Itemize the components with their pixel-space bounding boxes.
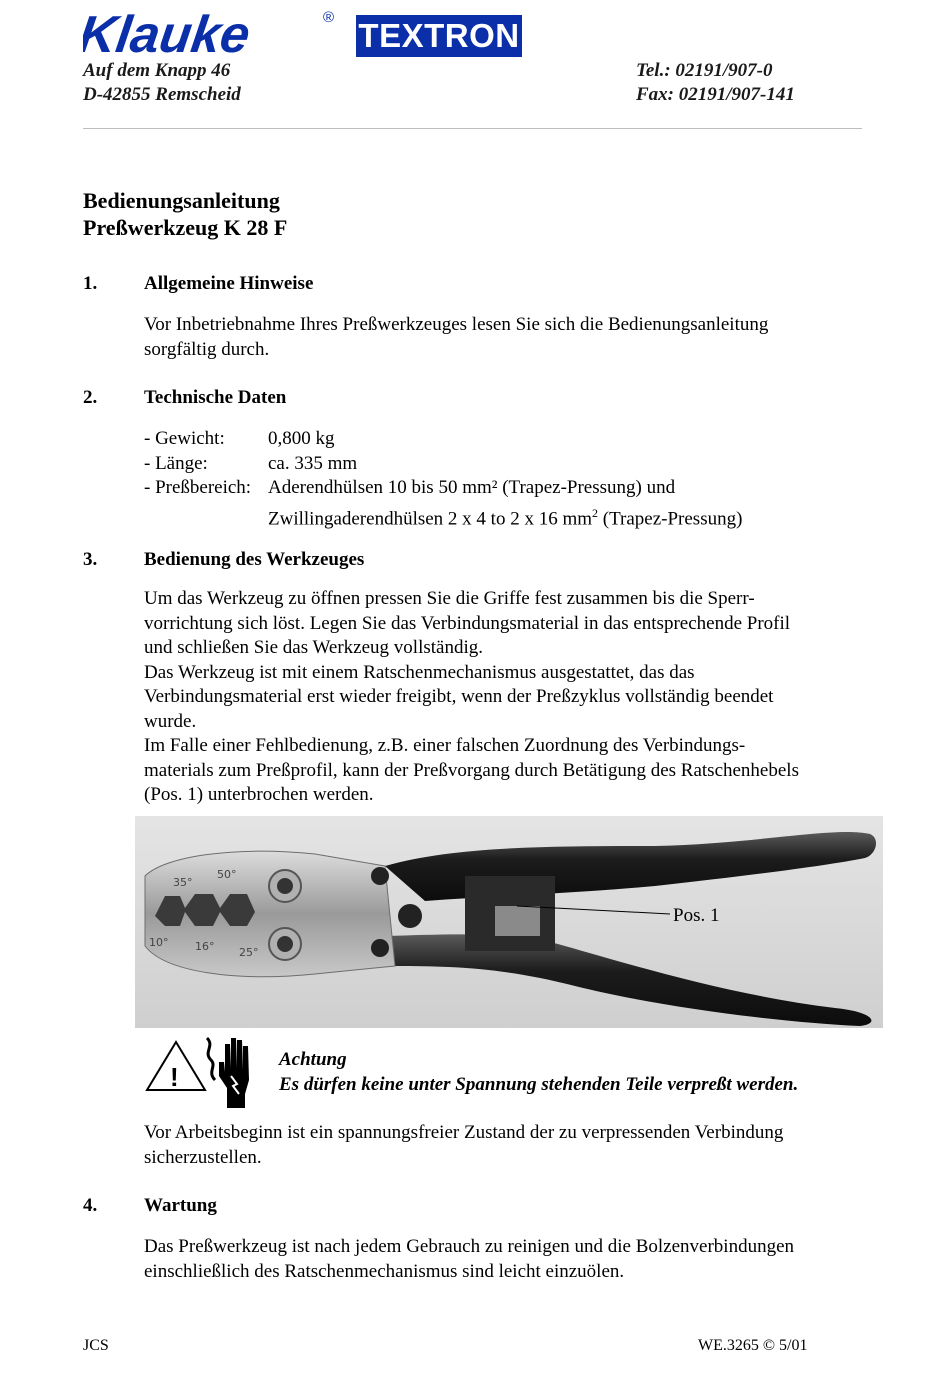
spec-value: Aderendhülsen 10 bis 50 mm² (Trapez-Pressung) und	[268, 477, 676, 498]
product-title: Preßwerkzeug K 28 F	[83, 215, 288, 240]
spec-row-weight	[144, 427, 742, 452]
spec-label: - Preßbereich:	[144, 477, 252, 498]
document-title: Bedienungsanleitung	[83, 188, 280, 213]
address-line-1: Auf dem Knapp 46	[83, 60, 231, 81]
warning-icons	[145, 1032, 255, 1110]
die-label: 16°	[195, 940, 215, 953]
footer-right: WE.3265 © 5/01	[698, 1337, 808, 1354]
section-1-heading: Allgemeine Hinweise	[144, 273, 314, 294]
footer-left: JCS	[83, 1337, 109, 1354]
section-1-text	[144, 313, 768, 362]
section-3-line: Um das Werkzeug zu öffnen pressen Sie die Griffe fest zusammen bis die Sperr-	[144, 588, 755, 609]
spec-row-range-continued	[144, 501, 742, 532]
section-3-line: vorrichtung sich löst. Legen Sie das Verbindungsmaterial in das entsprechende Profil	[144, 612, 791, 634]
section-4-line-2: einschließlich des Ratschenmechanismus sind leicht einzuölen.	[144, 1260, 625, 1282]
section-1-line-1: Vor Inbetriebnahme Ihres Preßwerkzeuges lesen Sie sich die Bedienungsanleitung	[144, 314, 769, 335]
spec-row-range	[144, 476, 742, 501]
section-4-text	[144, 1235, 794, 1284]
spec-row-length	[144, 452, 742, 477]
section-4-line-1: Das Preßwerkzeug ist nach jedem Gebrauch zu reinigen und die Bolzenverbindungen	[144, 1236, 794, 1257]
warning-text	[279, 1048, 798, 1097]
address-line-2: D-42855 Remscheid	[83, 84, 241, 105]
section-2-heading: Technische Daten	[144, 387, 287, 408]
section-3-line: Das Werkzeug ist mit einem Ratschenmechanismus ausgestattet, das das	[144, 661, 695, 683]
header-divider	[83, 128, 862, 129]
pos-1-callout: Pos. 1	[673, 905, 720, 926]
section-3-after-text	[144, 1121, 783, 1170]
die-label: 35°	[173, 876, 193, 889]
section-3-after-line-1: Vor Arbeitsbeginn ist ein spannungsfreier Zustand der zu verpressenden Verbindung	[144, 1122, 784, 1143]
textron-logo	[356, 15, 522, 57]
spec-label: - Gewicht:	[144, 428, 225, 449]
section-3-line: materials zum Preßprofil, kann der Preßvorgang durch Betätigung des Ratschenhebels	[144, 759, 799, 781]
warning-title: Achtung	[279, 1049, 347, 1070]
section-3-heading: Bedienung des Werkzeuges	[144, 549, 365, 570]
electric-hand-icon	[207, 1038, 249, 1108]
section-2-number: 2.	[83, 387, 98, 408]
registered-mark: ®	[323, 9, 335, 26]
section-1-line-2: sorgfältig durch.	[144, 338, 270, 360]
section-3-line: Verbindungsmaterial erst wieder freigibt, wenn der Preßzyklus vollständig beendet	[144, 686, 774, 707]
section-1-number: 1.	[83, 273, 98, 294]
textron-text: TEXTRON	[358, 17, 520, 54]
section-3-after-line-2: sicherzustellen.	[144, 1146, 262, 1168]
warning-triangle-icon	[147, 1042, 205, 1092]
section-4-heading: Wartung	[144, 1195, 217, 1216]
section-3-line: und schließen Sie das Werkzeug vollständig.	[144, 637, 483, 658]
die-label: 50°	[217, 868, 237, 881]
section-3-text	[144, 587, 799, 808]
die-label: 25°	[239, 946, 259, 959]
svg-text:!: !	[170, 1062, 179, 1092]
klauke-logo	[83, 6, 338, 58]
spec-label: - Länge:	[144, 452, 208, 474]
section-3-line: Im Falle einer Fehlbedienung, z.B. einer falschen Zuordnung des Verbindungs-	[144, 735, 746, 756]
section-3-number: 3.	[83, 549, 98, 570]
spec-list	[144, 427, 742, 531]
crimping-tool-photo	[135, 816, 883, 1028]
section-3-line: (Pos. 1) unterbrochen werden.	[144, 784, 374, 805]
fax: Fax: 02191/907-141	[636, 84, 795, 105]
telephone: Tel.: 02191/907-0	[636, 60, 773, 81]
die-label: 10°	[149, 936, 169, 949]
spec-value-continued: Zwillingaderendhülsen 2 x 4 to 2 x 16 $mm^2$ (Trapez-Pressung)	[268, 505, 743, 529]
spec-value: ca. 335 mm	[268, 452, 358, 474]
spec-value: 0,800 kg	[268, 428, 335, 449]
section-4-number: 4.	[83, 1195, 98, 1216]
warning-message: Es dürfen keine unter Spannung stehenden Teile verpreßt werden.	[279, 1073, 799, 1095]
section-3-line: wurde.	[144, 710, 197, 732]
brand-name: Klauke	[83, 6, 254, 58]
